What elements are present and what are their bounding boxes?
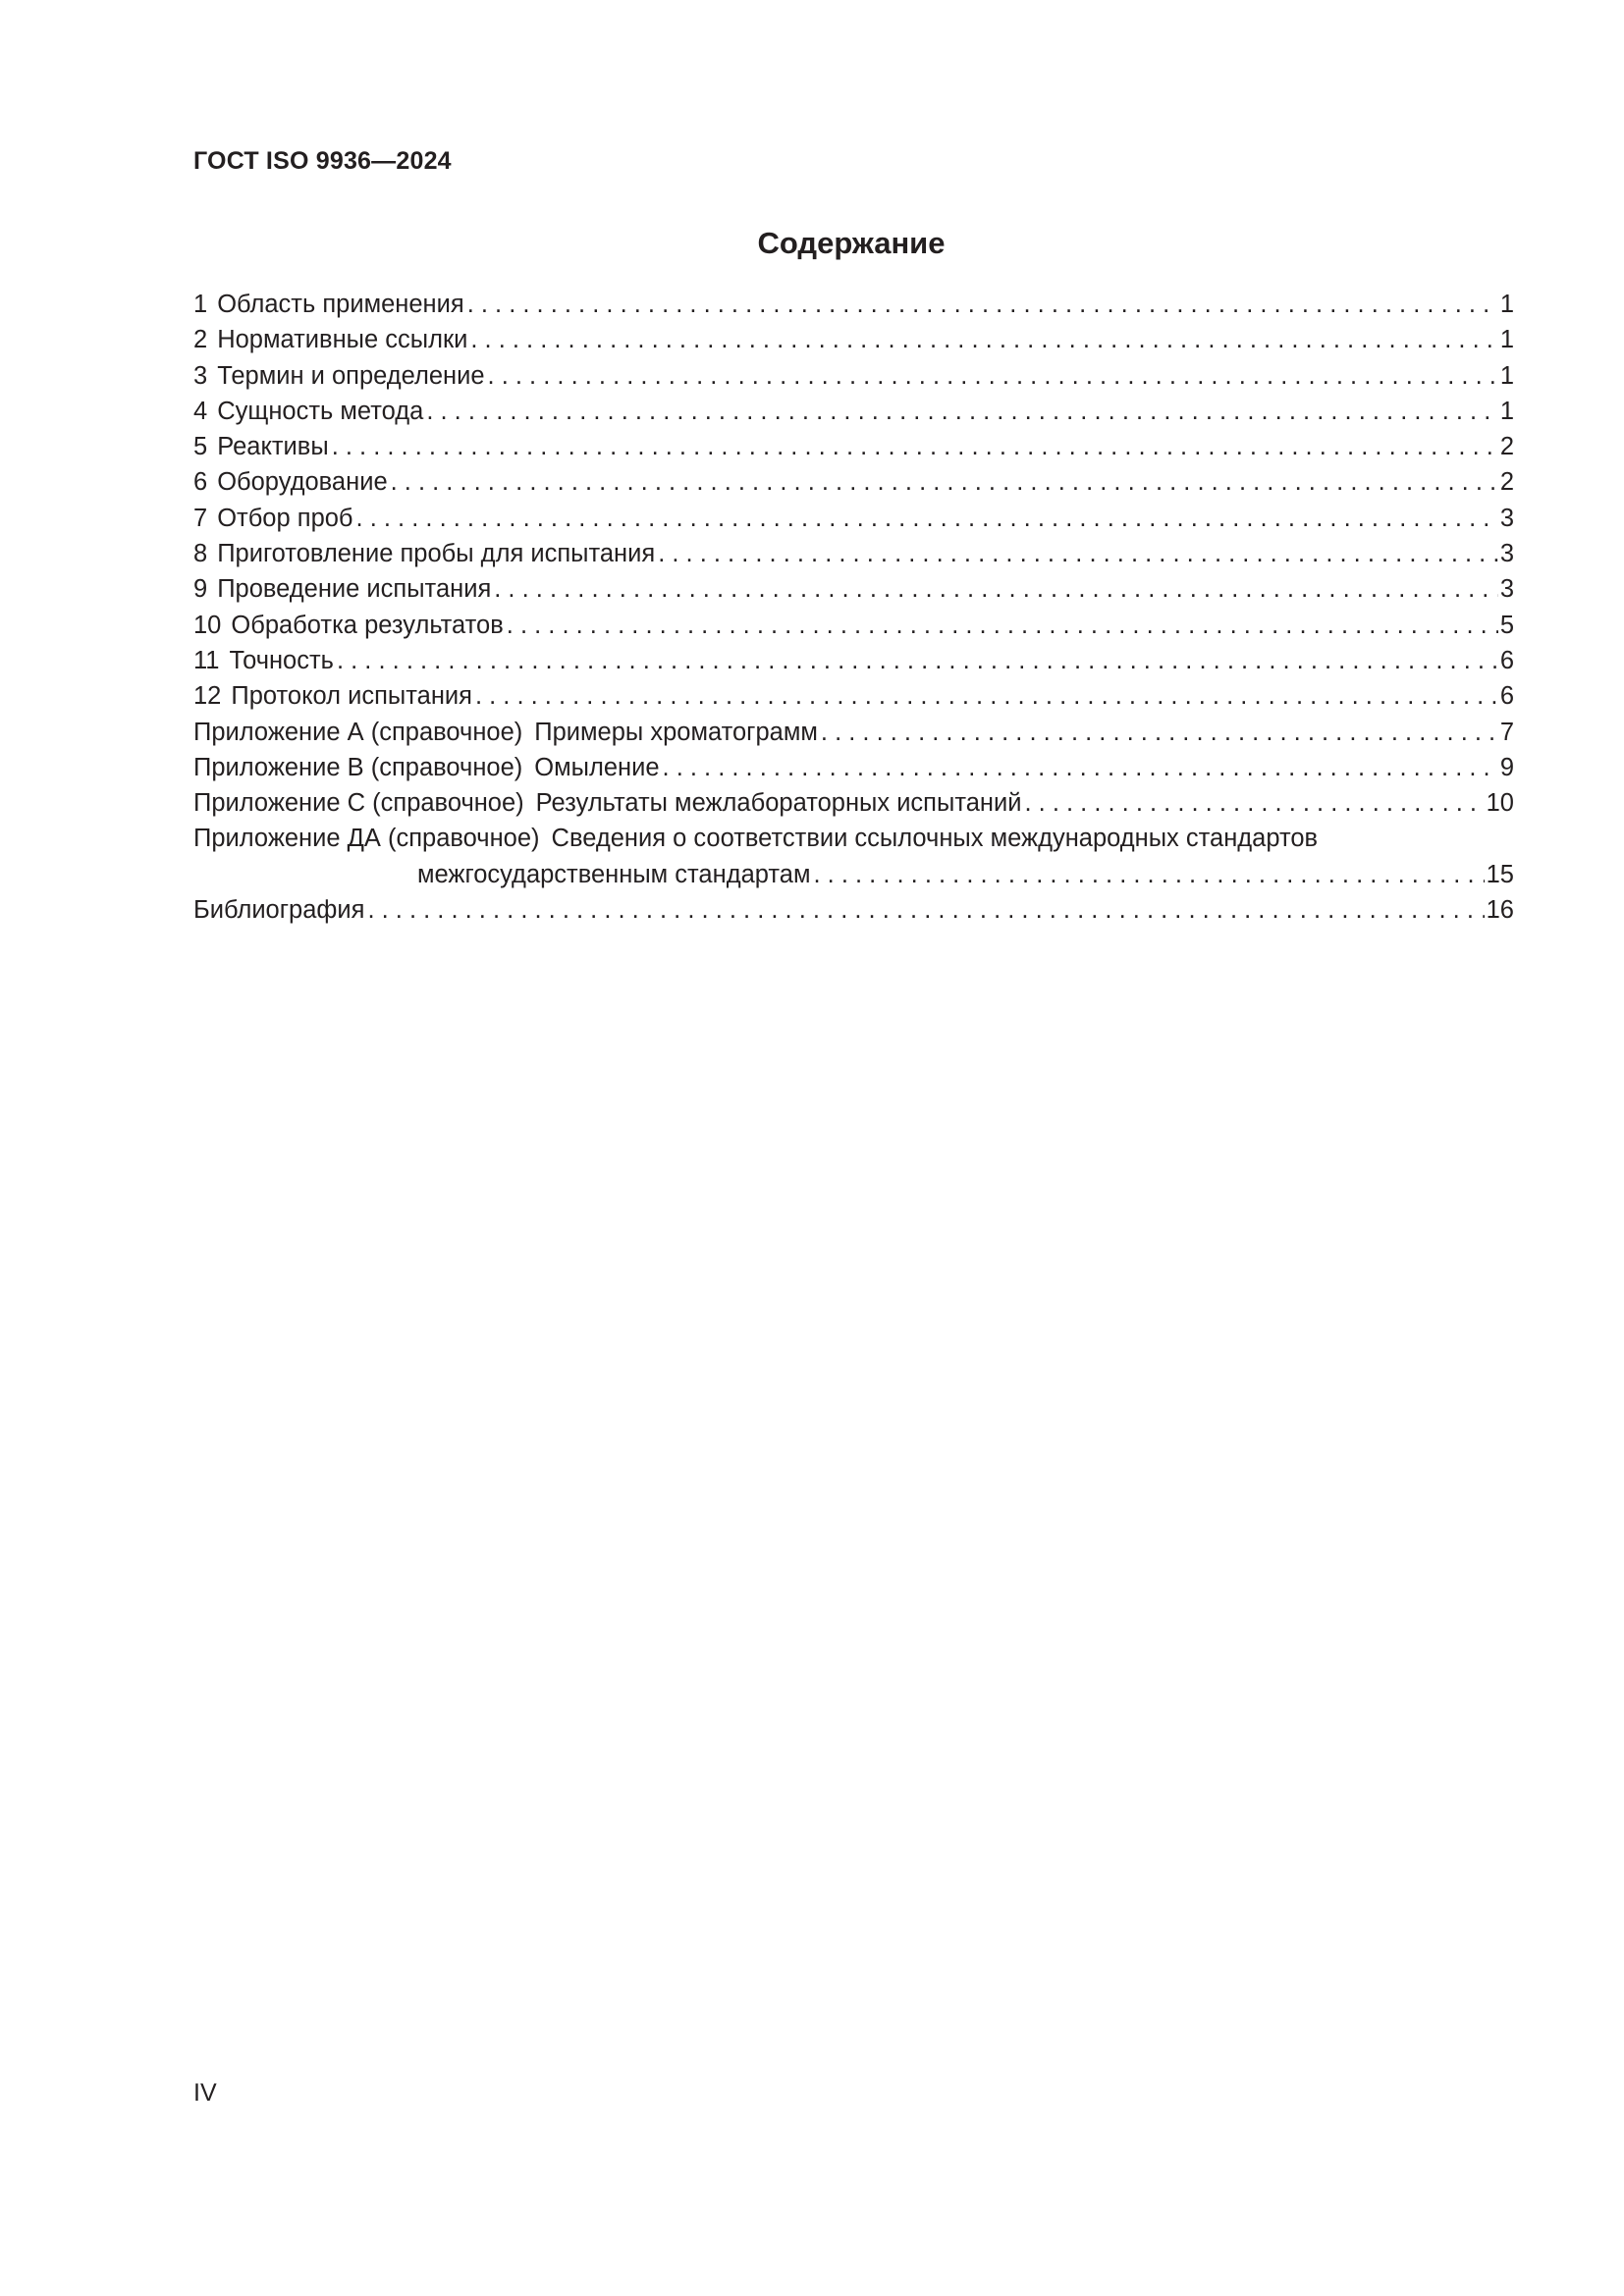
toc-entry-page: 6 xyxy=(1499,646,1514,674)
toc-entry-title: Реактивы xyxy=(217,433,329,461)
toc-entry-number: 1 xyxy=(193,291,208,318)
dot-leader xyxy=(475,678,1498,714)
toc-entry-number: 6 xyxy=(193,468,208,497)
toc-entry-number: 10 xyxy=(193,611,222,639)
dot-leader xyxy=(391,464,1498,500)
toc-entry-title: Результаты межлабораторных испытаний xyxy=(535,789,1022,818)
toc-title: Содержание xyxy=(757,226,946,260)
toc-entry-title: Приготовление пробы для испытания xyxy=(217,540,656,568)
toc-entry-title: Термин и определение xyxy=(217,361,485,390)
toc-entry-page: 9 xyxy=(1499,753,1514,781)
toc-entry-page: 3 xyxy=(1499,575,1514,604)
toc-entry-number: 4 xyxy=(193,397,208,425)
dot-leader xyxy=(367,892,1484,928)
toc-entry-page: 3 xyxy=(1499,540,1514,568)
table-of-contents xyxy=(193,287,1514,928)
toc-entry-number: 2 xyxy=(193,326,208,354)
toc-entry-page: 1 xyxy=(1499,326,1514,354)
toc-annex-entry[interactable] xyxy=(193,785,1514,821)
toc-entry-title: Область применения xyxy=(217,291,464,318)
document-designation: ГОСТ ISO 9936—2024 xyxy=(193,147,452,175)
toc-entry-number: 3 xyxy=(193,361,208,390)
toc-annex-entry-continuation[interactable] xyxy=(193,857,1514,892)
toc-entry-title: Отбор проб xyxy=(217,504,353,532)
dot-leader xyxy=(470,322,1497,357)
dot-leader xyxy=(658,536,1498,571)
toc-entry-page: 15 xyxy=(1486,860,1514,888)
dot-leader xyxy=(332,429,1498,464)
dot-leader xyxy=(426,394,1497,429)
toc-entry-page: 1 xyxy=(1499,397,1514,425)
toc-entry-title: Омыление xyxy=(534,753,660,781)
toc-entry-title: Обработка результатов xyxy=(231,611,504,639)
toc-entry-title-line1: Сведения о соответствии ссылочных международных стандартов xyxy=(551,825,1319,853)
toc-entry[interactable] xyxy=(193,571,1514,607)
toc-entry-page: 5 xyxy=(1499,611,1514,639)
toc-entry-title: Проведение испытания xyxy=(217,575,492,604)
toc-annex-entry[interactable] xyxy=(193,750,1514,785)
toc-entry[interactable] xyxy=(193,678,1514,714)
toc-entry[interactable] xyxy=(193,501,1514,536)
toc-entry-number: 5 xyxy=(193,433,208,461)
toc-entry-number: 7 xyxy=(193,504,208,532)
toc-entry[interactable] xyxy=(193,394,1514,429)
toc-annex-entry[interactable] xyxy=(193,821,1514,856)
toc-entry-number: 11 xyxy=(193,646,220,674)
toc-entry[interactable] xyxy=(193,358,1514,394)
dot-leader xyxy=(467,287,1498,322)
toc-entry-number: 12 xyxy=(193,682,222,711)
toc-entry-title: Оборудование xyxy=(217,468,388,497)
toc-entry-title-line2: межгосударственным стандартам xyxy=(417,860,811,888)
toc-bibliography-entry[interactable] xyxy=(193,892,1514,928)
dot-leader xyxy=(337,643,1498,678)
toc-entry-title: Точность xyxy=(229,646,334,674)
dot-leader xyxy=(356,501,1498,536)
dot-leader xyxy=(494,571,1498,607)
dot-leader xyxy=(813,857,1484,892)
toc-entry-page: 3 xyxy=(1499,504,1514,532)
toc-annex-prefix: Приложение С (справочное) xyxy=(193,789,524,818)
toc-entry-title: Примеры хроматограмм xyxy=(534,718,818,746)
toc-annex-prefix: Приложение А (справочное) xyxy=(193,718,523,746)
toc-entry-title: Сущность метода xyxy=(217,397,424,425)
dot-leader xyxy=(821,715,1498,750)
dot-leader xyxy=(507,608,1498,643)
dot-leader xyxy=(663,750,1498,785)
toc-entry-page: 1 xyxy=(1499,291,1514,318)
toc-entry-page: 1 xyxy=(1499,361,1514,390)
toc-entry-page: 2 xyxy=(1499,468,1514,497)
toc-entry-page: 10 xyxy=(1486,789,1514,818)
toc-entry[interactable] xyxy=(193,429,1514,464)
toc-entry-title: Нормативные ссылки xyxy=(217,326,468,354)
toc-annex-prefix: Приложение ДА (справочное) xyxy=(193,825,540,853)
toc-entry-page: 7 xyxy=(1499,718,1514,746)
toc-entry-title: Протокол испытания xyxy=(231,682,472,711)
toc-entry[interactable] xyxy=(193,536,1514,571)
toc-entry[interactable] xyxy=(193,608,1514,643)
toc-entry-page: 6 xyxy=(1499,682,1514,711)
toc-entry-number: 8 xyxy=(193,540,208,568)
dot-leader xyxy=(1024,785,1484,821)
toc-entry-title: Библиография xyxy=(193,896,365,925)
page-number: IV xyxy=(193,2079,217,2107)
toc-annex-entry[interactable] xyxy=(193,715,1514,750)
toc-entry-page: 2 xyxy=(1499,433,1514,461)
toc-entry[interactable] xyxy=(193,287,1514,322)
toc-entry[interactable] xyxy=(193,643,1514,678)
toc-entry[interactable] xyxy=(193,464,1514,500)
toc-entry-number: 9 xyxy=(193,575,208,604)
toc-entry-page: 16 xyxy=(1486,896,1514,925)
toc-annex-prefix: Приложение В (справочное) xyxy=(193,753,523,781)
toc-entry[interactable] xyxy=(193,322,1514,357)
dot-leader xyxy=(488,358,1498,394)
